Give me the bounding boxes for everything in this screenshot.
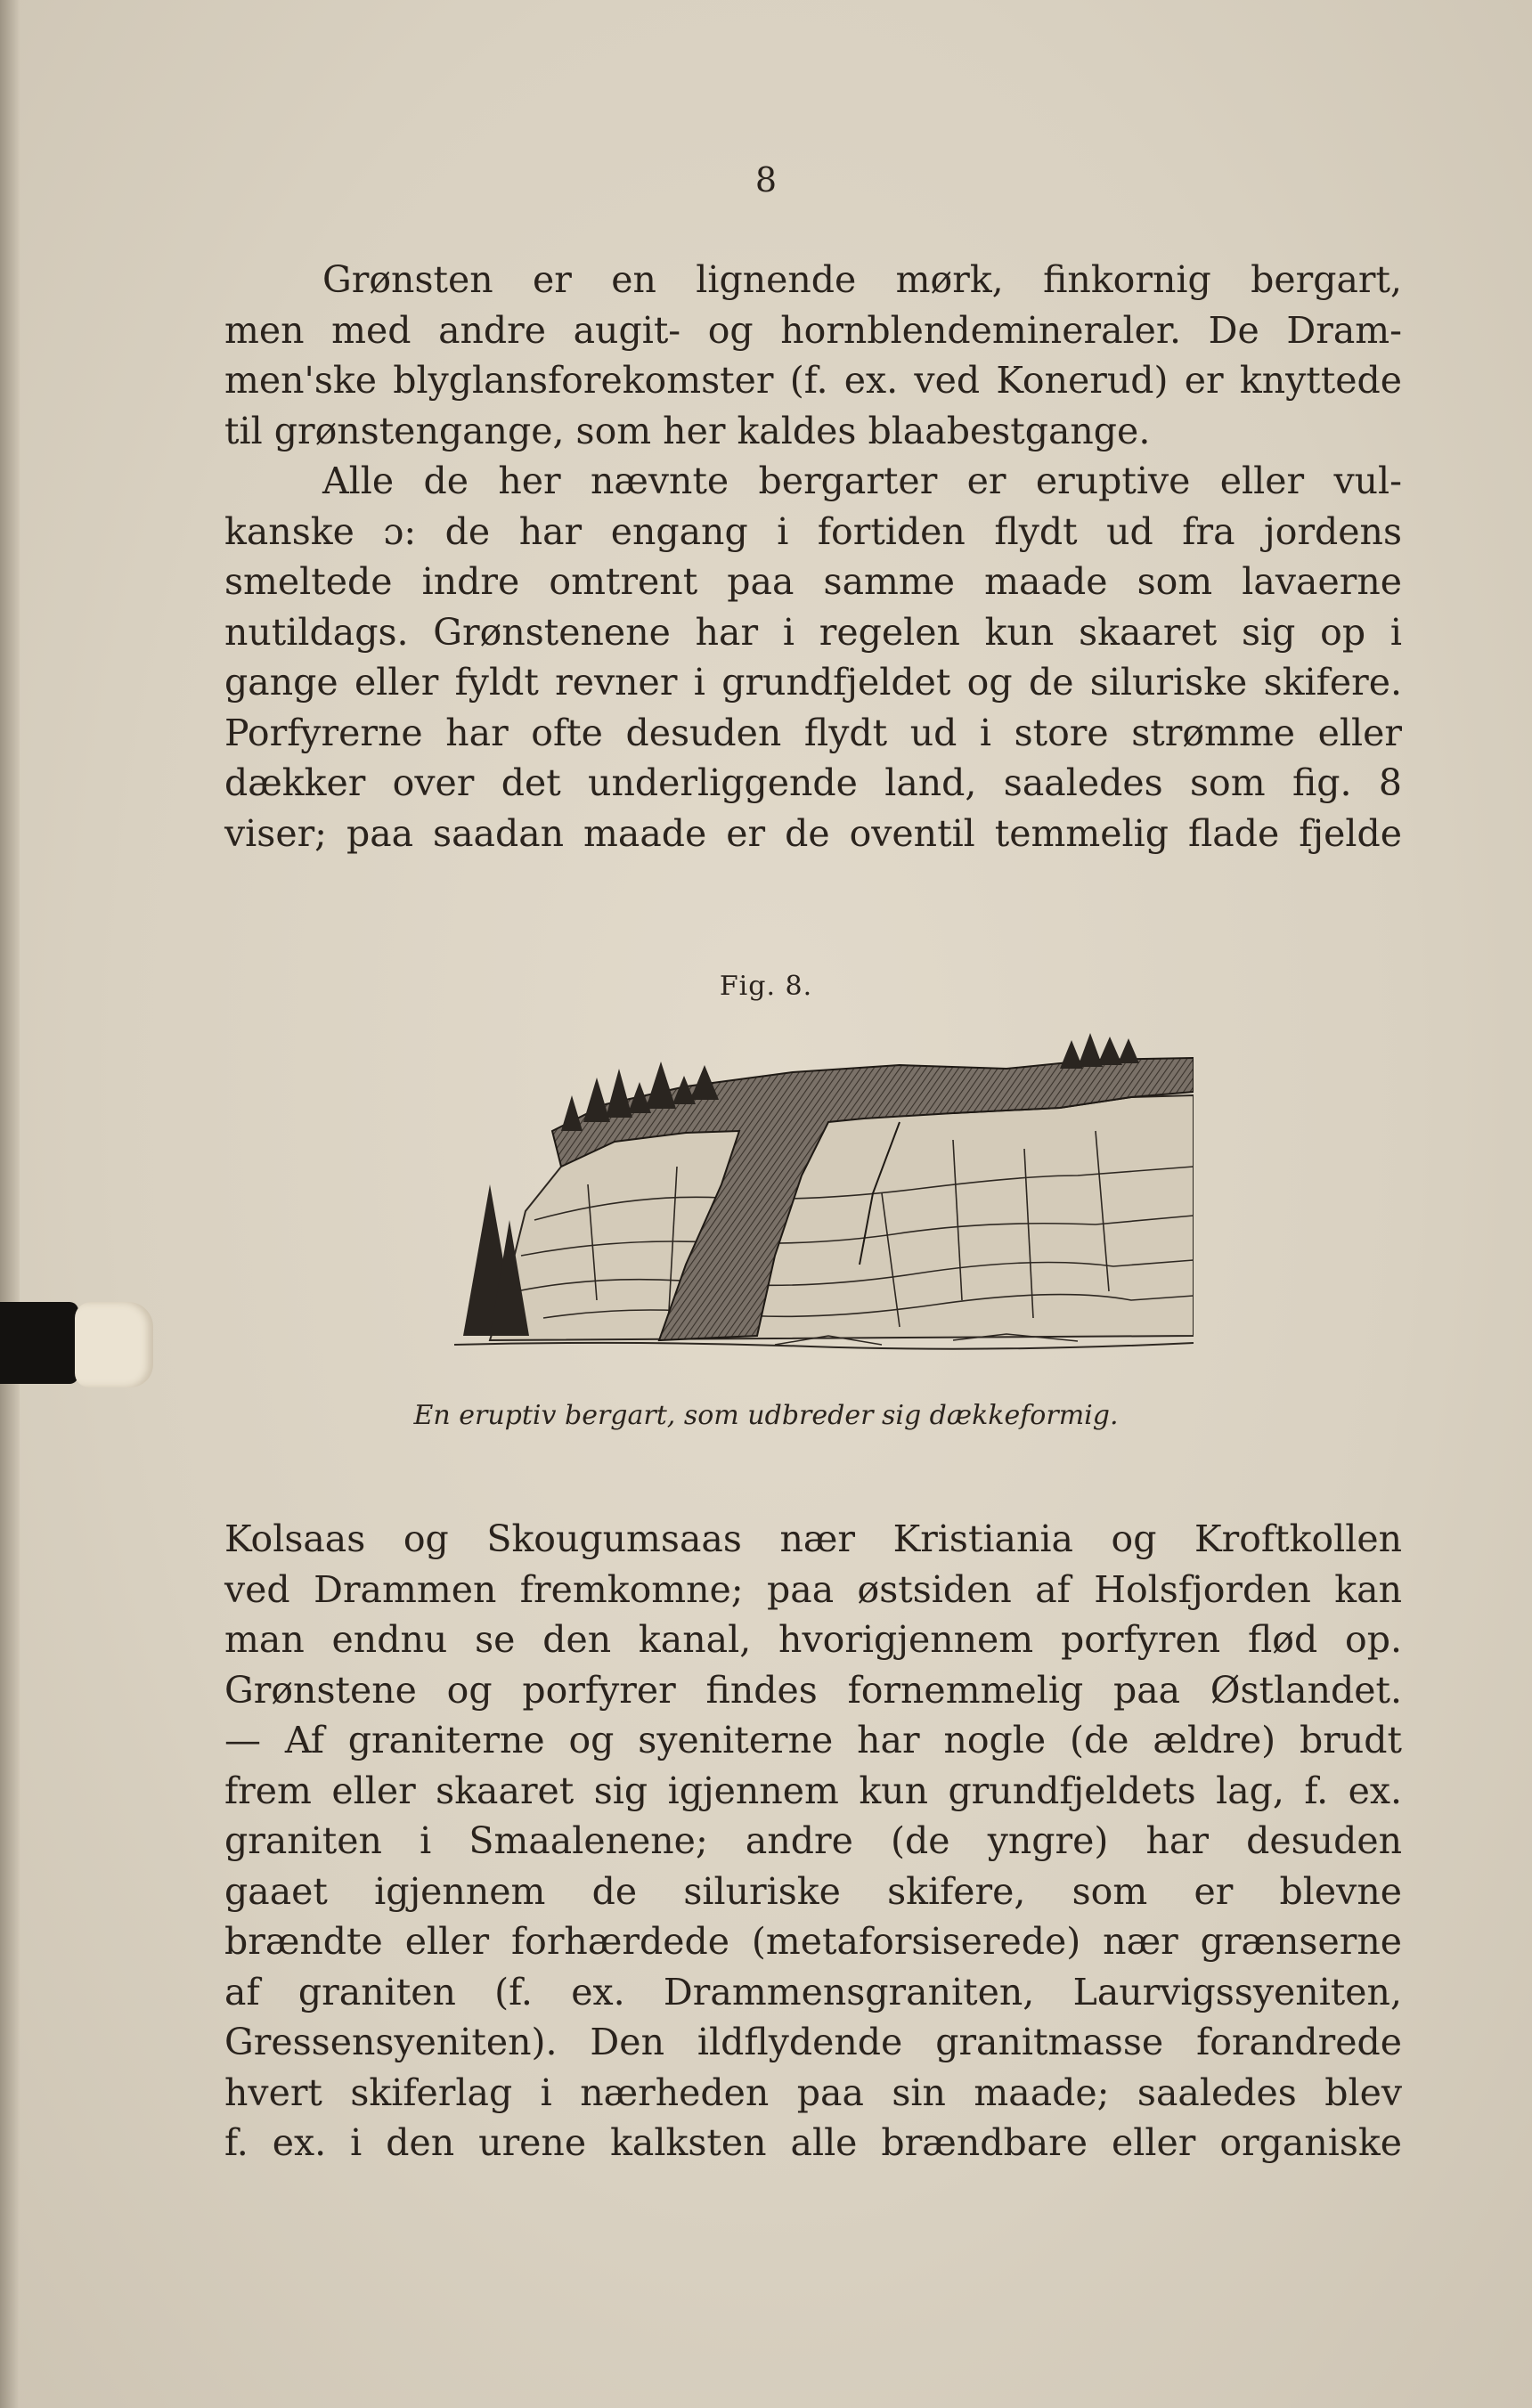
text-line: af graniten (f. ex. Drammensgraniten, Laurvigssyeniten, [224,1970,1402,2013]
text-line: nutildags. Grønstenene har i regelen kun skaaret sig op i [224,610,1402,654]
text-line: men'ske blyglansforekomster (f. ex. ved Konerud) er knyttede [224,359,1402,402]
text-line: hvert skiferlag i nærheden paa sin maade; saaledes blev [224,2070,1402,2114]
page-left-edge [0,0,20,2408]
tree-cluster-right [1060,1033,1139,1069]
binding-tab-paper [75,1302,153,1387]
text-line: Kolsaas og Skougumsaas nær Kristiania og Kroftkollen [224,1517,1402,1560]
text-line: f. ex. i den urene kalksten alle brændbare eller organiske [224,2121,1402,2164]
page-number: 8 [754,160,778,199]
paragraph-3 [224,1514,1402,2168]
binding-tab-dark [0,1302,78,1384]
paragraph-2 [224,456,1402,858]
text-line: gaaet igjennem de siluriske skifere, som er blevne [224,1869,1402,1913]
text-line: ved Drammen fremkomne; paa østsiden af Holsfjorden kan [224,1567,1402,1611]
text-line: smeltede indre omtrent paa samme maade som lavaerne [224,560,1402,603]
text-line: kanske ɔ: de har engang i fortiden flydt ud fra jordens [224,509,1402,553]
paragraph-1 [224,255,1402,456]
text-line: Gressensyeniten). Den ildflydende granitmasse forandrede [224,2021,1402,2063]
text-line: Porfyrerne har ofte desuden flydt ud i store strømme eller [224,711,1402,754]
text-line: viser; paa saadan maade er de oventil temmelig flade fjelde [224,811,1402,855]
text-line: Grønsten er en lignende mørk, finkornig bergart, [322,258,1402,301]
text-line: graniten i Smaalenene; andre (de yngre) har desuden [224,1819,1402,1862]
text-line: men med andre augit- og hornblendemineraler. De Dram- [224,308,1402,352]
text-line: gange eller fyldt revner i grundfjeldet og de siluriske skifere. [224,661,1402,704]
figure-illustration [454,1033,1194,1371]
text-line: Grønstene og porfyrer findes fornemmelig paa Østlandet. [224,1668,1402,1712]
figure-caption: En eruptiv bergart, som udbreder sig dækkeformig. [413,1400,1119,1431]
text-line: brændte eller forhærdede (metaforsiserede) nær grænserne [224,1920,1402,1963]
figure-label: Fig. 8. [719,971,813,1002]
text-line: frem eller skaaret sig igjennem kun grundfjeldets lag, f. ex. [224,1769,1402,1812]
text-line: Alle de her nævnte bergarter er eruptive eller vul- [322,460,1402,502]
text-line: til grønstengange, som her kaldes blaabestgange. [224,409,1151,452]
text-line: man endnu se den kanal, hvorigjennem porfyren flød op. [224,1618,1402,1661]
ground-line [454,1343,1194,1349]
text-line: — Af graniterne og syeniterne har nogle (de ældre) brudt [224,1719,1402,1761]
text-line: dækker over det underliggende land, saaledes som fig. 8 [224,761,1402,804]
